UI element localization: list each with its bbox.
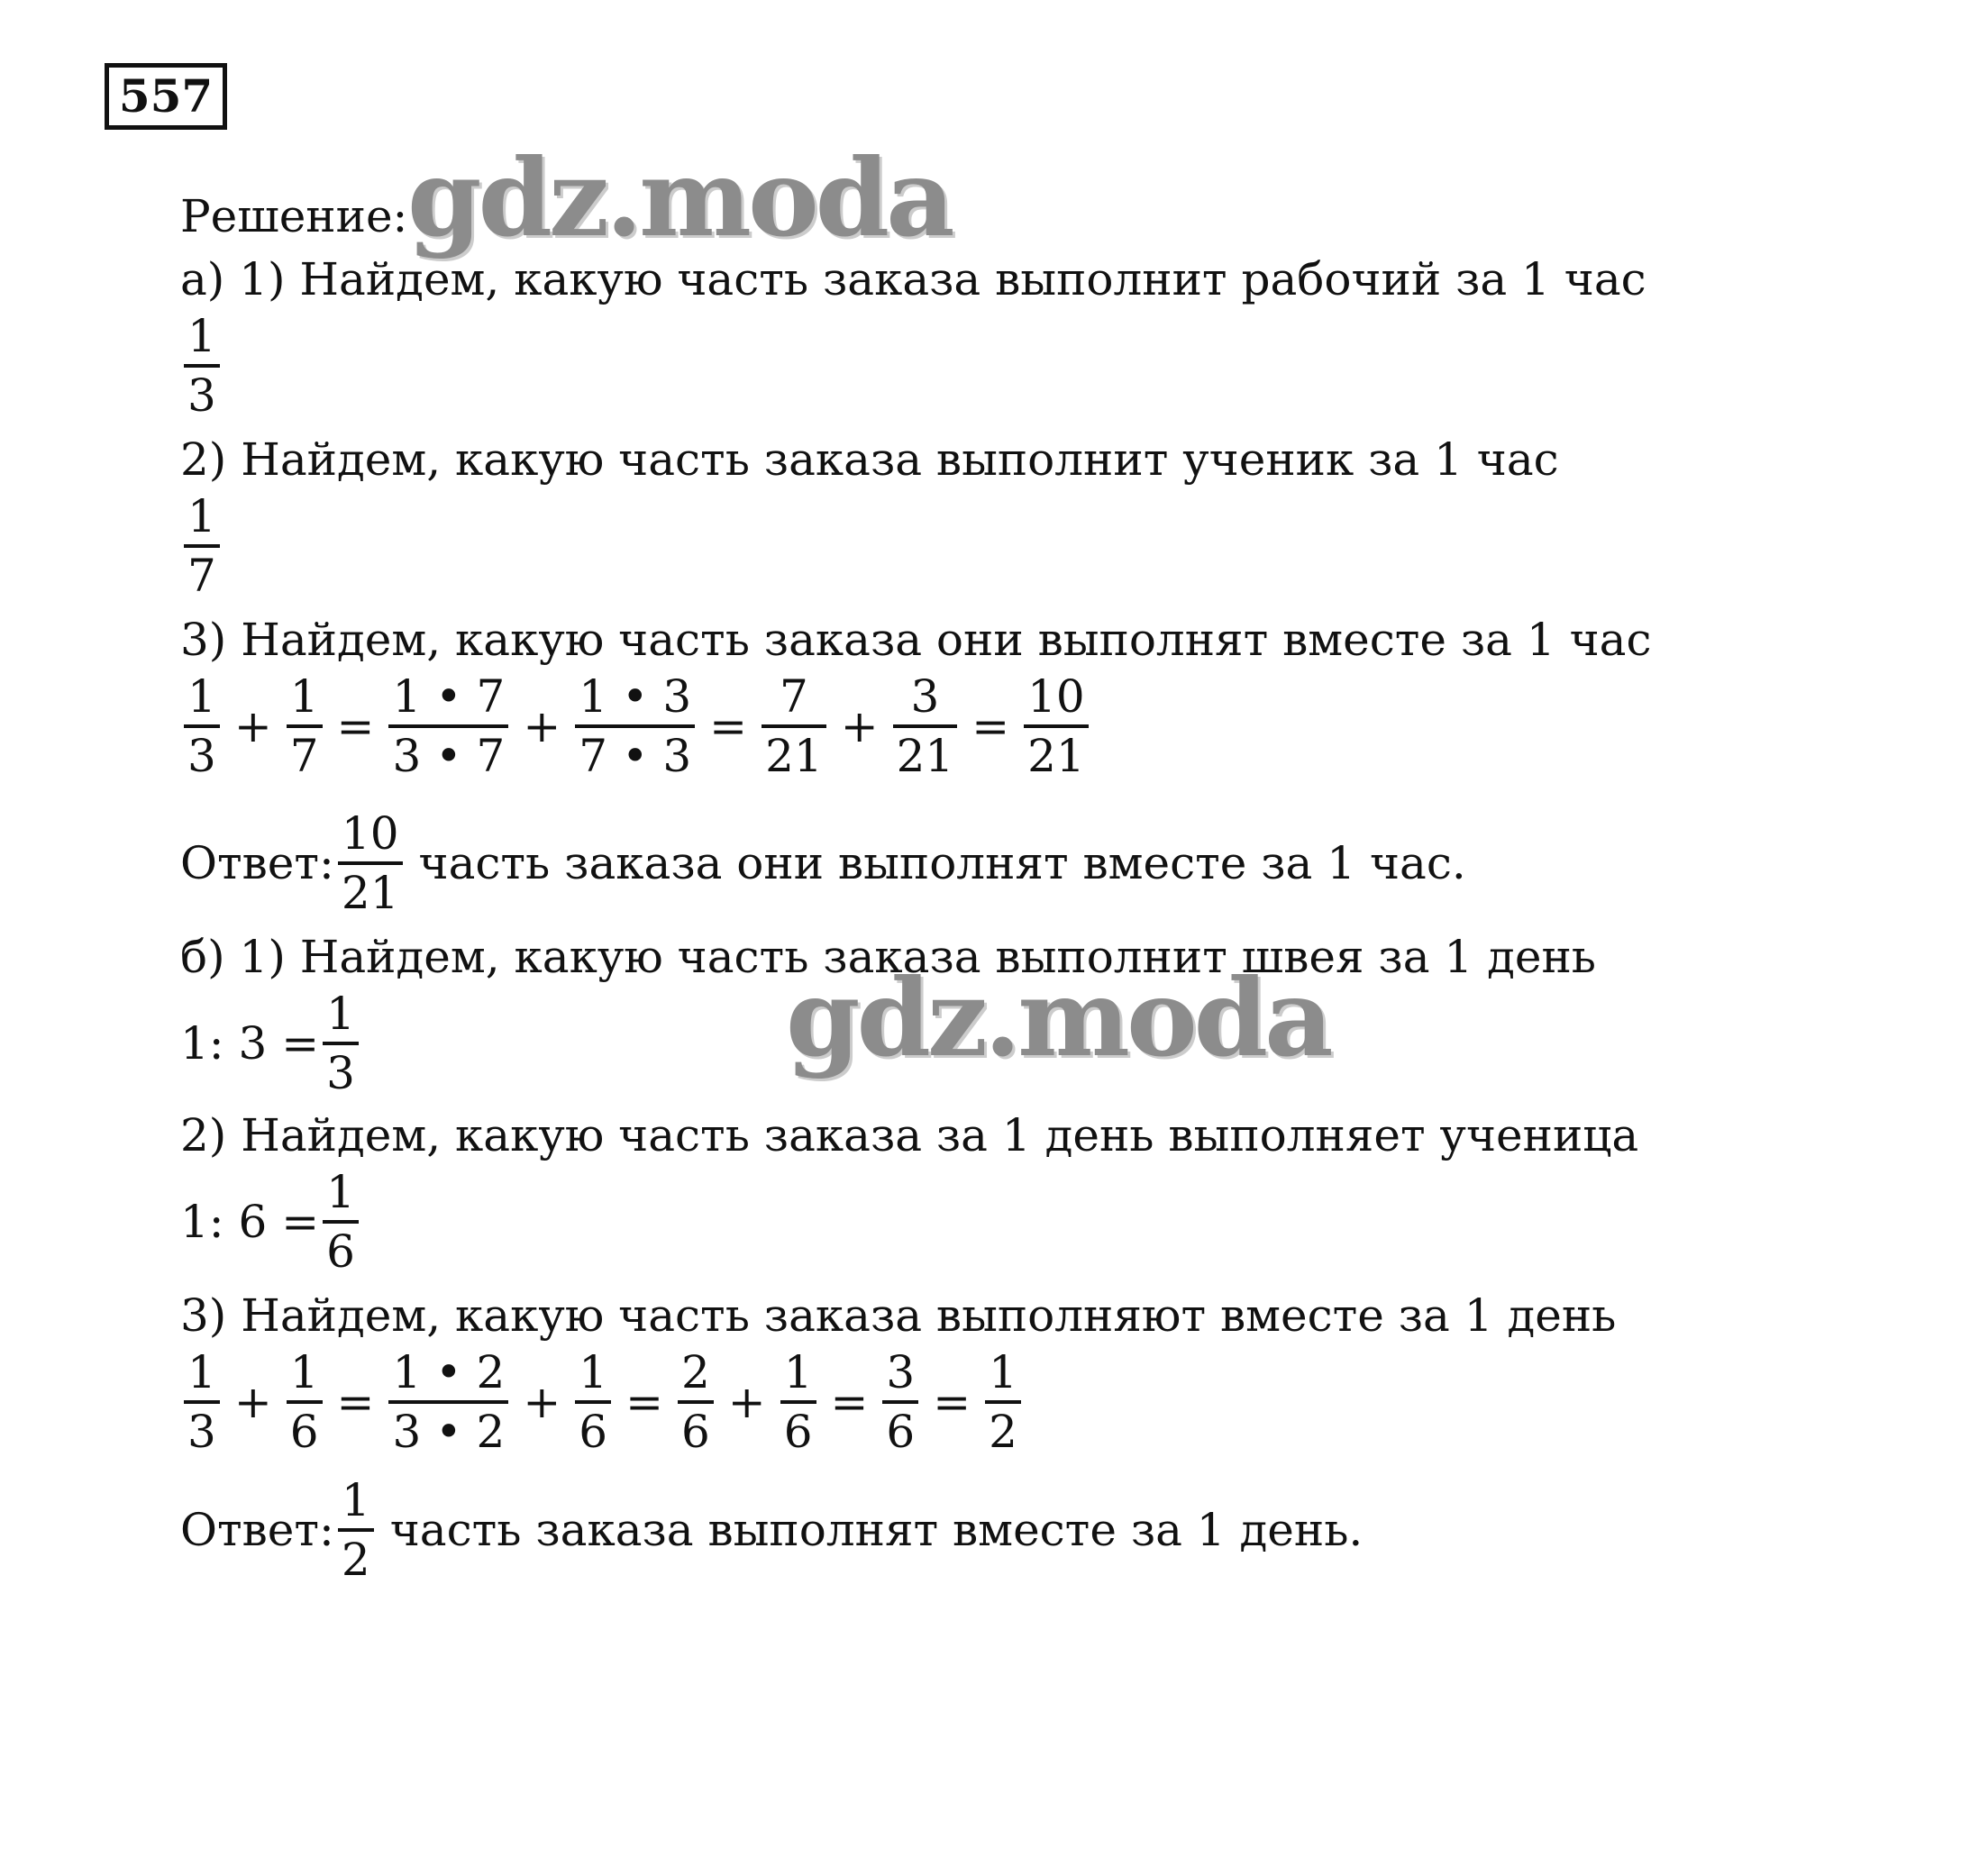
equals-sign: = <box>336 1376 375 1428</box>
fraction: $\frac{1 • 2}{3 • 2}$ <box>388 1350 508 1454</box>
part-a-equation <box>180 670 1092 782</box>
part-a-step3: 3) Найдем, какую часть заказа они выполнят вместе за 1 час <box>180 614 1652 666</box>
part-a-step1: а) 1) Найдем, какую часть заказа выполнит рабочий за 1 час <box>180 253 1646 305</box>
plus-sign: + <box>523 700 561 752</box>
fraction: $\frac{1}{3}$ <box>184 1350 220 1454</box>
task-number-box <box>105 63 227 130</box>
fraction: $\frac{1}{6}$ <box>287 1350 323 1454</box>
plus-sign: + <box>523 1376 561 1428</box>
equals-sign: = <box>971 700 1010 752</box>
plus-sign: + <box>233 700 272 752</box>
fraction: $\frac{1}{6}$ <box>780 1350 816 1454</box>
fraction: $\frac{1}{2}$ <box>338 1478 374 1582</box>
fraction: $\frac{10}{21}$ <box>1024 674 1089 779</box>
fraction: $\frac{3}{21}$ <box>893 674 958 779</box>
fraction: $\frac{1}{3}$ <box>323 991 359 1096</box>
part-a-step2-fraction <box>180 490 223 602</box>
equals-sign: = <box>336 700 375 752</box>
plus-sign: + <box>233 1376 272 1428</box>
task-number: 557 <box>118 69 214 123</box>
fraction: $\frac{1 • 7}{3 • 7}$ <box>388 674 508 779</box>
fraction: $\frac{3}{6}$ <box>882 1350 918 1454</box>
answer-text: часть заказа они выполнят вместе за 1 час. <box>418 837 1466 889</box>
equals-sign: = <box>625 1376 663 1428</box>
part-b-equation <box>180 1346 1025 1458</box>
fraction: $\frac{1}{7}$ <box>287 674 323 779</box>
part-b-step3: 3) Найдем, какую часть заказа выполняют вместе за 1 день <box>180 1289 1617 1342</box>
answer-label: Ответ: <box>180 837 334 889</box>
solution-heading: Решение: <box>180 190 408 242</box>
watermark-top: gdz.moda <box>407 135 952 260</box>
fraction: $\frac{1}{7}$ <box>184 494 220 598</box>
division-lhs: 1: 6 = <box>180 1196 320 1248</box>
part-b-step2-equation <box>180 1166 362 1278</box>
part-b-step2: 2) Найдем, какую часть заказа за 1 день выполняет ученица <box>180 1109 1639 1161</box>
equals-sign: = <box>830 1376 869 1428</box>
plus-sign: + <box>840 700 879 752</box>
answer-text: часть заказа выполнят вместе за 1 день. <box>389 1504 1364 1556</box>
fraction: $\frac{1}{6}$ <box>575 1350 611 1454</box>
part-a-step2: 2) Найдем, какую часть заказа выполнит ученик за 1 час <box>180 433 1559 486</box>
fraction: $\frac{1}{2}$ <box>985 1350 1021 1454</box>
fraction: $\frac{1 • 3}{7 • 3}$ <box>575 674 695 779</box>
part-b-answer <box>180 1474 1364 1586</box>
fraction: $\frac{1}{6}$ <box>323 1170 359 1274</box>
fraction: $\frac{10}{21}$ <box>338 811 403 915</box>
watermark-middle: gdz.moda <box>786 955 1330 1080</box>
part-a-answer <box>180 807 1466 919</box>
answer-label: Ответ: <box>180 1504 334 1556</box>
fraction: $\frac{7}{21}$ <box>762 674 826 779</box>
plus-sign: + <box>727 1376 766 1428</box>
part-b-step1-equation <box>180 988 362 1099</box>
equals-sign: = <box>933 1376 971 1428</box>
part-b-step1: б) 1) Найдем, какую часть заказа выполнит швея за 1 день <box>180 931 1597 983</box>
part-a-step1-fraction <box>180 310 223 422</box>
fraction: $\frac{1}{3}$ <box>184 314 220 418</box>
division-lhs: 1: 3 = <box>180 1017 320 1070</box>
fraction: $\frac{2}{6}$ <box>678 1350 714 1454</box>
fraction: $\frac{1}{3}$ <box>184 674 220 779</box>
equals-sign: = <box>709 700 748 752</box>
